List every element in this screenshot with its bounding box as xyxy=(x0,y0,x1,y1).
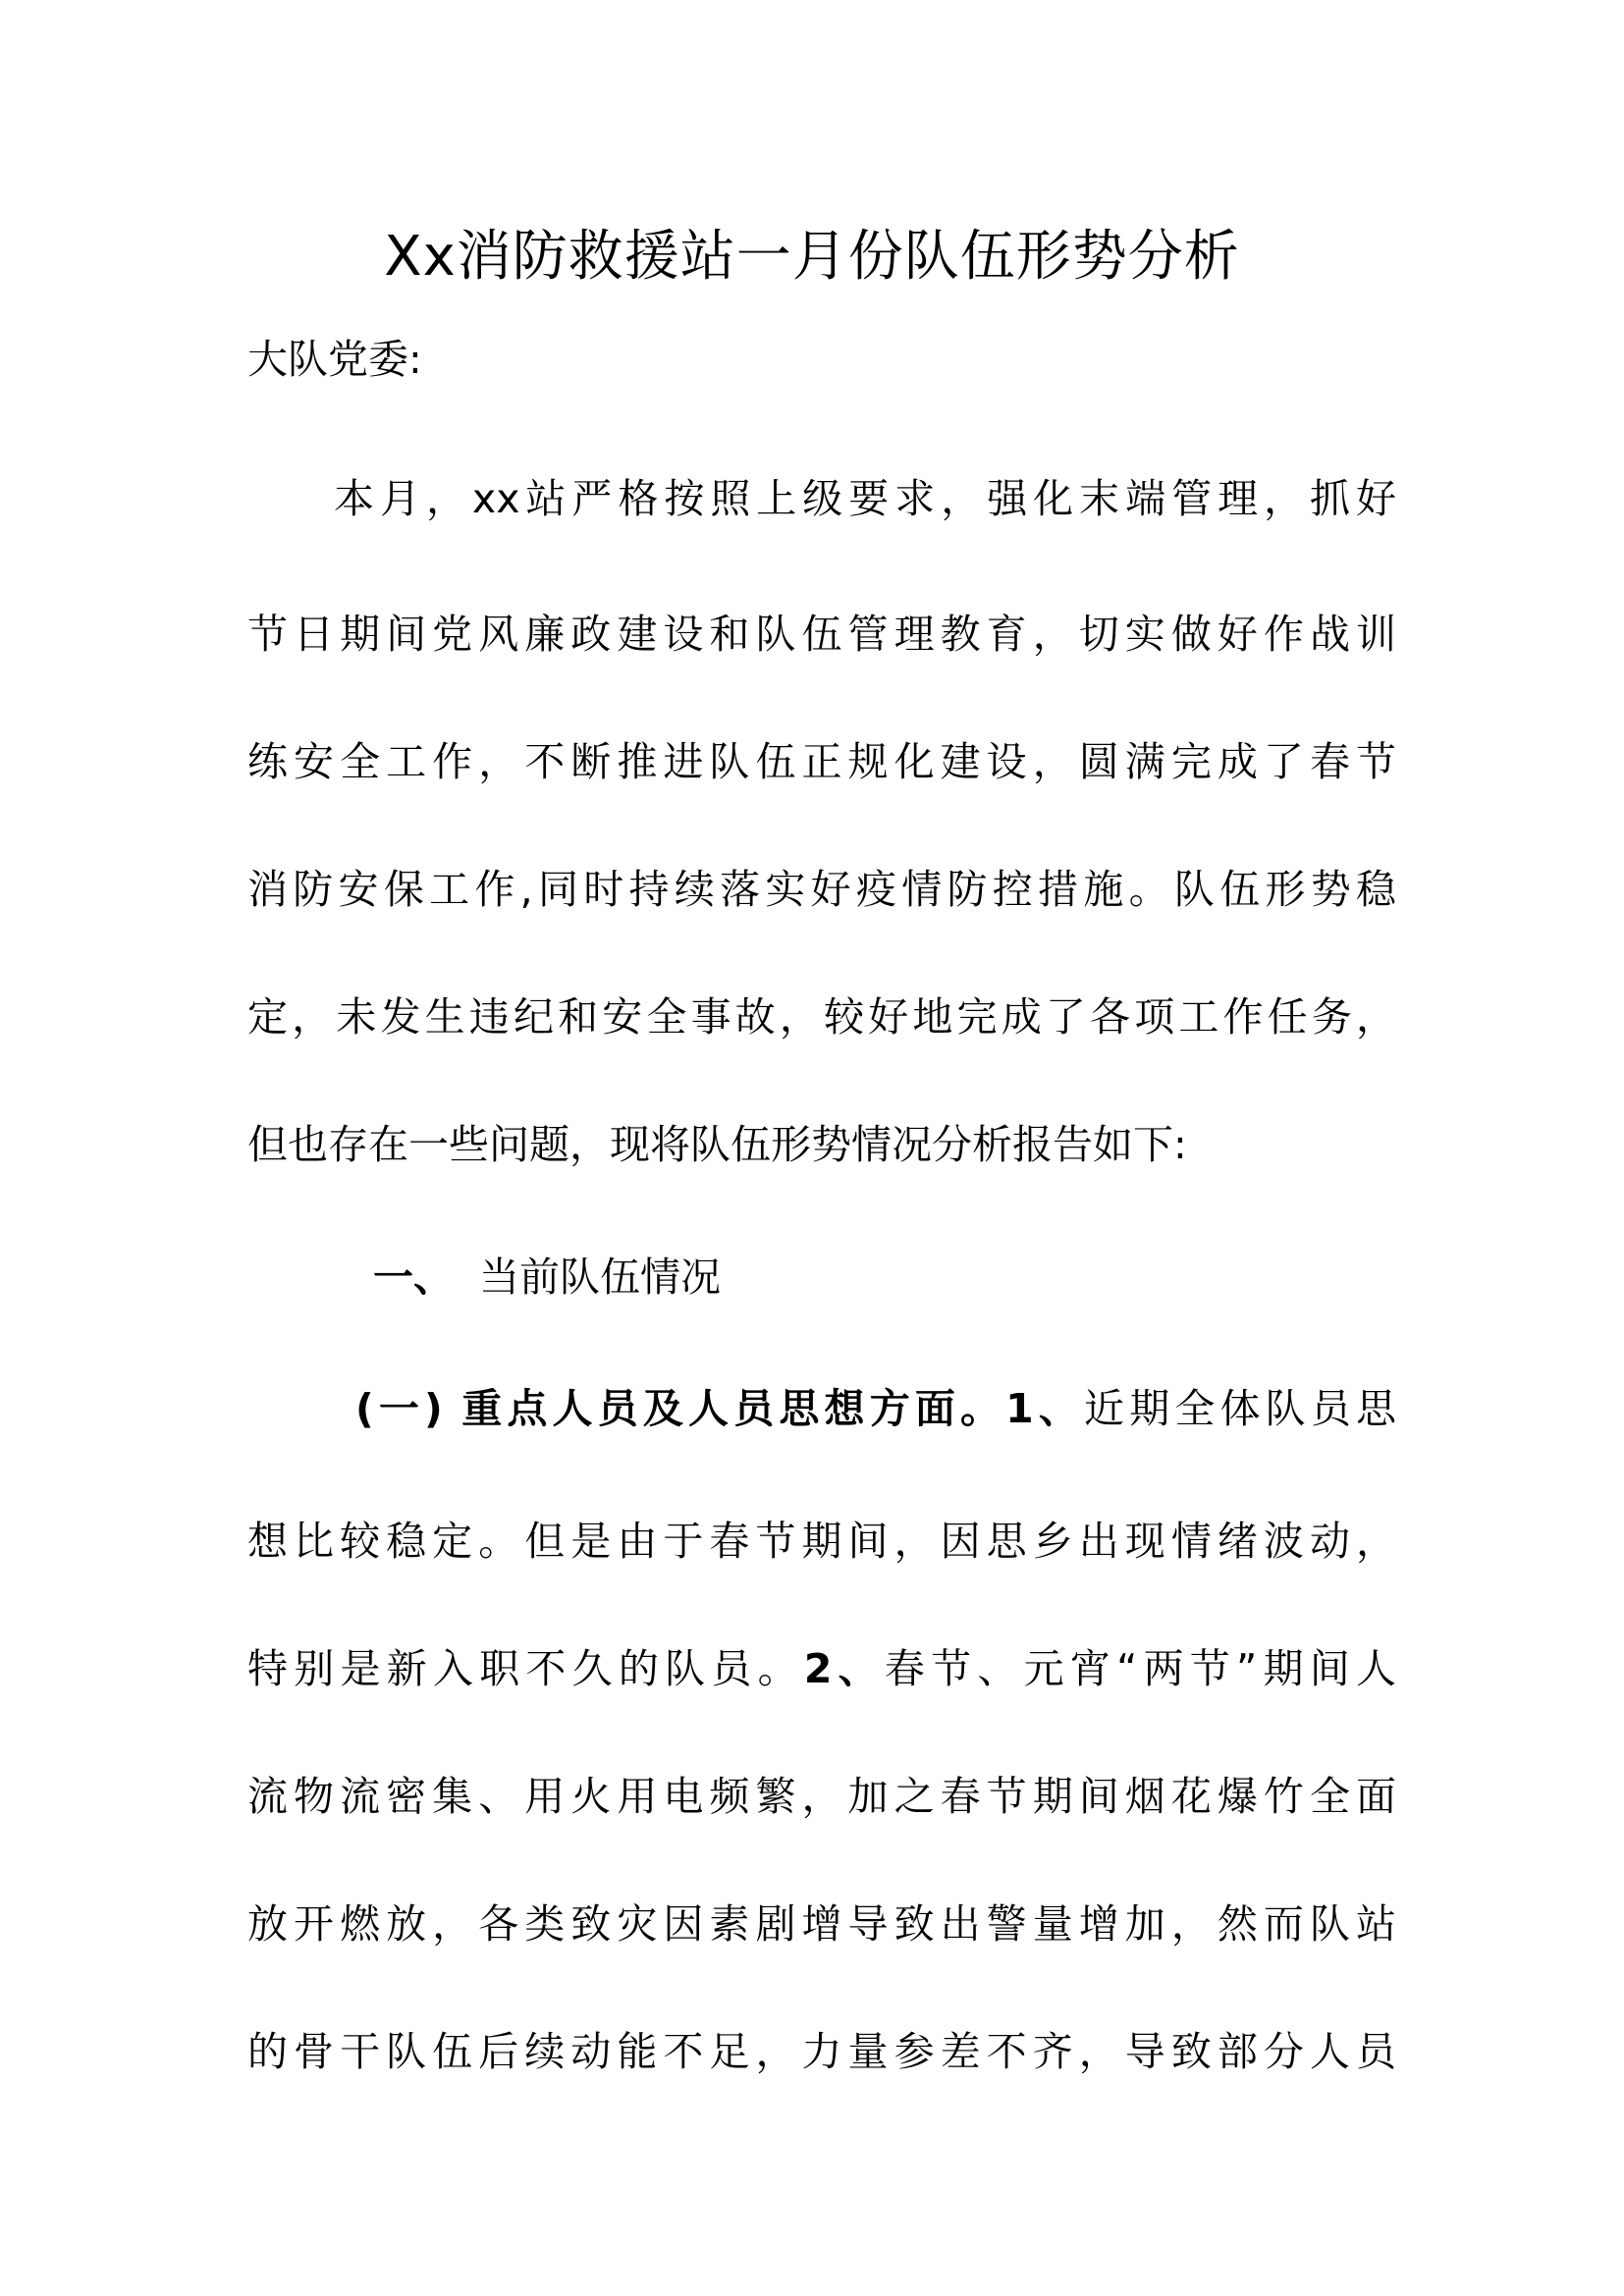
paragraph-line: 但也存在一些问题，现将队伍形势情况分析报告如下: xyxy=(247,1121,1187,1168)
paragraph-line: 放开燃放，各类致灾因素剧增导致出警量增加，然而队站 xyxy=(247,1900,1396,1948)
document-title: Xx消防救援站一月份队伍形势分析 xyxy=(384,225,1240,289)
salutation: 大队党委: xyxy=(247,336,422,383)
list-number-bold: 2、 xyxy=(803,1645,885,1692)
paragraph-line: 的骨干队伍后续动能不足，力量参差不齐，导致部分人员 xyxy=(247,2028,1396,2075)
section-number: 一、 xyxy=(373,1254,454,1301)
paragraph-line: 流物流密集、用火用电频繁，加之春节期间烟花爆竹全面 xyxy=(247,1773,1396,1820)
paragraph-text: 近期全体队员思 xyxy=(1084,1385,1397,1432)
paragraph-text: 特别是新入职不久的队员。 xyxy=(247,1645,804,1692)
section-heading xyxy=(373,1248,721,1307)
subheading-bold: (一) 重点人员及人员思想方面。1、 xyxy=(355,1385,1085,1432)
paragraph-line xyxy=(247,1639,1396,1698)
section-title: 当前队伍情况 xyxy=(479,1254,721,1301)
paragraph-line: 本月，xx站严格按照上级要求，强化末端管理，抓好 xyxy=(334,475,1396,522)
paragraph-line: 节日期间党风廉政建设和队伍管理教育，切实做好作战训 xyxy=(247,611,1396,658)
paragraph-line: 练安全工作，不断推进队伍正规化建设，圆满完成了春节 xyxy=(247,738,1396,785)
paragraph-line: 消防安保工作,同时持续落实好疫情防控措施。队伍形势稳 xyxy=(247,866,1396,913)
paragraph-text: 春节、元宵“两节”期间人 xyxy=(884,1645,1397,1692)
paragraph-line xyxy=(355,1379,1396,1438)
paragraph-line: 想比较稳定。但是由于春节期间，因思乡出现情绪波动， xyxy=(247,1518,1396,1565)
paragraph-line: 定，未发生违纪和安全事故，较好地完成了各项工作任务， xyxy=(247,993,1396,1041)
